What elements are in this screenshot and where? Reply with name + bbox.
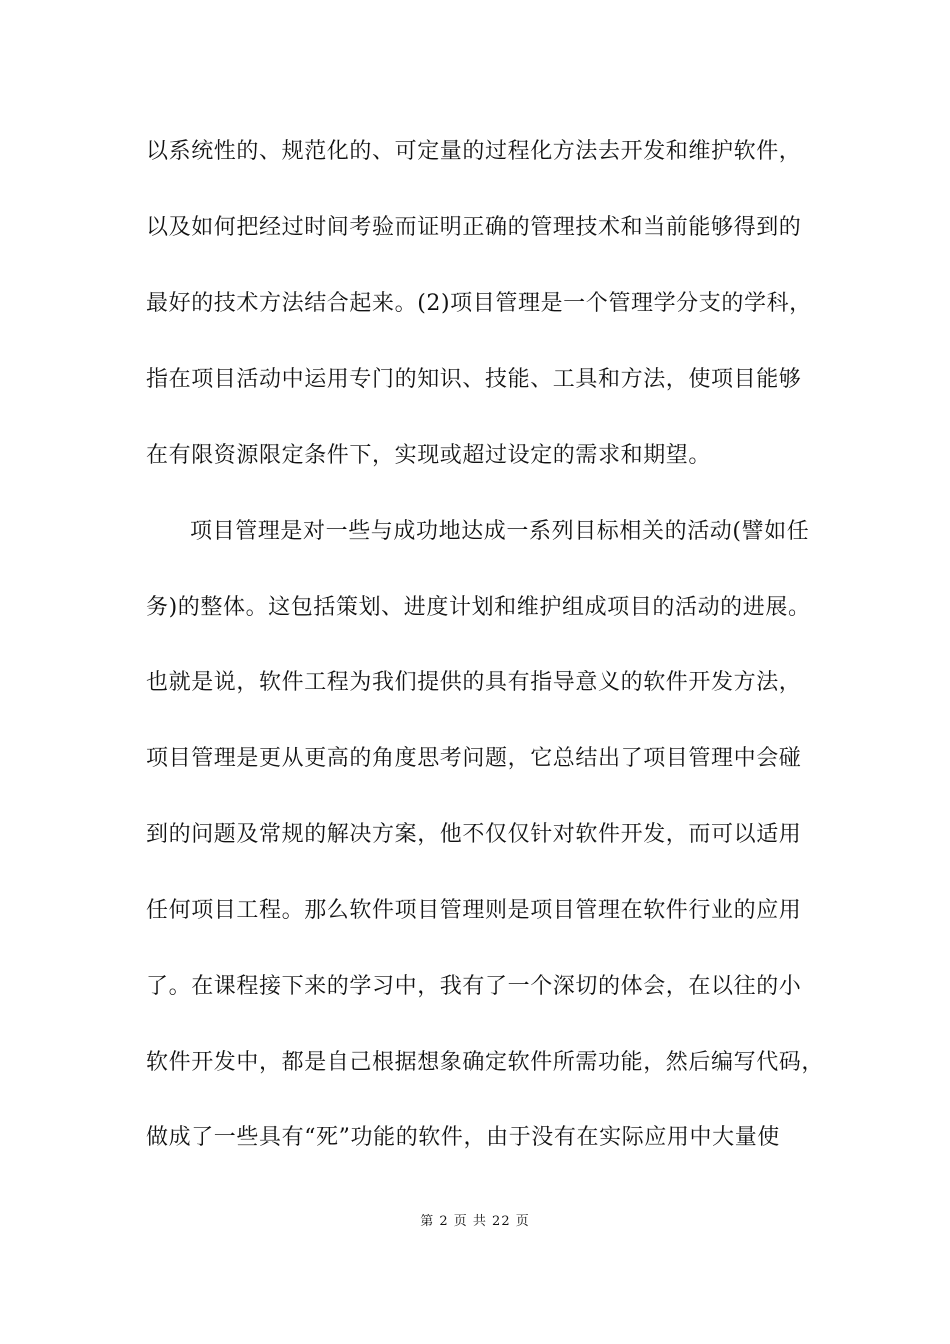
body-text-line: 最好的技术方法结合起来。(2)项目管理是一个管理学分支的学科， bbox=[146, 291, 812, 316]
paragraph-first-line: 项目管理是对一些与成功地达成一系列目标相关的活动(譬如任 bbox=[190, 519, 810, 544]
body-text-line: 项目管理是更从更高的角度思考问题，它总结出了项目管理中会碰 bbox=[146, 746, 802, 771]
body-text-line: 到的问题及常规的解决方案，他不仅仅针对软件开发，而可以适用 bbox=[146, 822, 802, 847]
body-text-line: 任何项目工程。那么软件项目管理则是项目管理在软件行业的应用 bbox=[146, 898, 802, 923]
body-text-line: 以系统性的、规范化的、可定量的过程化方法去开发和维护软件， bbox=[146, 139, 802, 164]
body-text-line: 务)的整体。这包括策划、进度计划和维护组成项目的活动的进展。 bbox=[146, 595, 811, 620]
body-text-line: 软件开发中，都是自己根据想象确定软件所需功能，然后编写代码， bbox=[146, 1050, 825, 1075]
page-number-footer: 第 2 页 共 22 页 bbox=[420, 1214, 530, 1229]
body-text-line: 在有限资源限定条件下，实现或超过设定的需求和期望。 bbox=[146, 443, 712, 468]
body-text-line: 以及如何把经过时间考验而证明正确的管理技术和当前能够得到的 bbox=[146, 215, 802, 240]
body-text-line: 也就是说，软件工程为我们提供的具有指导意义的软件开发方法， bbox=[146, 670, 802, 695]
body-text-line: 指在项目活动中运用专门的知识、技能、工具和方法，使项目能够 bbox=[146, 367, 802, 392]
body-text-line: 做成了一些具有“死”功能的软件，由于没有在实际应用中大量使 bbox=[146, 1125, 780, 1150]
body-text-line: 了。在课程接下来的学习中，我有了一个深切的体会，在以往的小 bbox=[146, 974, 802, 999]
